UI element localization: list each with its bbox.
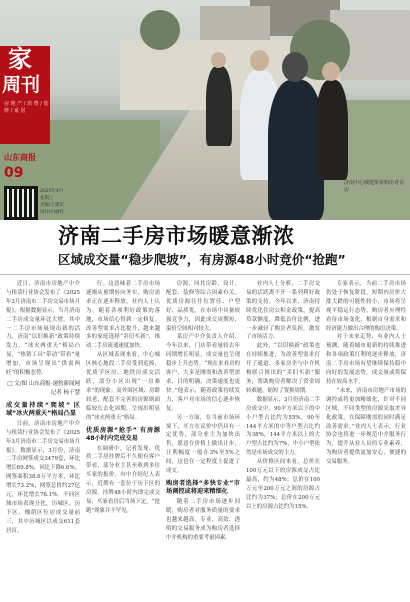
issue-meta [40, 188, 64, 216]
meta-line: 责编/王建军 [40, 203, 65, 208]
photo-person-head [250, 50, 269, 71]
paragraph: 从区域表现来看，中心城区核心地段二手房受到追捧，优质学区房、地铁房成交活跃，部分小区出现“一房难求”的现象；而外围区域、房龄较老、配套不完善的房源则面临较长去化周期，呈现出明显的“冰火两重天”格局。 [86, 352, 160, 421]
section-title: 周刊 [2, 74, 41, 96]
article-column-4 [246, 280, 320, 512]
paragraph: 从价格区间来看，总价在100万元以下的房源成交占比最高，约为48%；总价在100万元至200万元之间的房源占比约为37%；总价在200万元以上的房源占比约为15%。 [246, 459, 320, 510]
photo-caption: 济南中心城建带看购房者看房 [344, 180, 405, 193]
section-heading: 购房者选择“多快专业”市场调控或将迎来精细化 [166, 479, 240, 495]
paragraph: 另一方面，在当前市场环境下，买方在议价中仍具有一定优势，部分业主为加快出售，愿意在价格上做出让步，让利幅度一般在3%至5%之间，这也在一定程度上促进了成交。 [166, 414, 240, 475]
cover-photo [0, 0, 410, 220]
section-heading: 成交量持续“爬坡” 区域“冰火两重天”格局凸显 [6, 401, 80, 417]
photo-person-head [211, 52, 226, 68]
article-column-5 [326, 280, 406, 467]
paragraph: 专家表示，当前二手房市场仍处于恢复阶段，短期内房价大涨大跌的可能性较小，市场将呈现平稳运行态势。购房者应理性看待市场变化，根据自身需求和经济能力做出合理的购房决策。 [326, 281, 406, 332]
section-tag [0, 46, 50, 144]
paragraph: 此外，“以旧换新”政策也在持续推进，为改善型需求打开了通道。多家房企与中介机构联合推出的“卖旧买新”服务，帮助购房者解决了资金周转难题，缩短了置换周期。 [246, 343, 320, 394]
paragraph: 数据显示，3月份济南二手房成交中，90平方米以下的中小户型占比约为55%，90至144平方米的中等户型占比约为38%，144平方米以上的大户型占比约为7%，中小户型依然是市场成交的主力。 [246, 396, 320, 457]
paragraph: 对于未来走势，有业内人士预测，随着城市更新的持续推进和各项政策红利的逐步释放，济南二手房市场有望继续保持稳中向好的发展态势，成交量或将保持在较高水平。 [326, 334, 406, 385]
meta-line: 2025年4月 [40, 189, 64, 194]
article-column-3 [166, 280, 240, 542]
meta-line: 星期三 [40, 196, 54, 201]
paragraph: 近日，济南市房地产中介与租赁行业协会发布了《2025年3月济南市二手房交易市场月报》，根据数据显示，当月济南二手房成交量环比大增，其中一二手房市场展现出新的活力，济南“以旧换新”政策持续发力，“冰火两重天”格局凸显，“热销工具”带动“带看”量增加，市场呈现出“供需两旺”的积极态势。 [6, 281, 80, 377]
headline: 济南二手房市场暖意渐浓 [58, 224, 295, 248]
article-column-2 [86, 280, 160, 516]
photo-person [316, 80, 348, 180]
paragraph: 日前，济南市房地产中介与租赁行业协会发布了《2025年3月济南市二手房交易市场月报》。数据显示，3月份，济南二手房网签成交3479套，环比增长69.8%，同比下降6.6%；网签面积38.6万平方米，环比增长73.2%；网签总价约27亿元，环比增长76.1%。不同区域市场表现分化，历城区、历下区、槐荫区位居成交量前三，其中历城区以成交611套居首。 [6, 420, 80, 534]
paragraph: 某房产中介负责人介绍，今年以来，门店带看量较去年同期增长明显，成交量也呈现稳步上升态势。“现在来看房的客户，大多是刚需和改善型需求，目的明确，决策速度也更快。”他表示，随着政策持续发力，客户对市场的信心逐步恢复。 [166, 334, 240, 412]
section-sub: 房 地 产 / 消 费 / 装 修 / 家 居 [4, 101, 49, 114]
section-char: 家 [8, 45, 32, 73]
photo-person [206, 66, 232, 146]
byline: □ 文/图 山东商报·速豹新闻网记者 杨千慧 [7, 380, 80, 396]
photo-tree [140, 10, 180, 50]
meta-line: 设计/白丽红 [40, 210, 65, 215]
brand-name: 山东商报 [4, 153, 36, 162]
issue-number: 09 [4, 165, 24, 181]
paragraph: 在调研中，记者发现，优质二手房挂牌后不久便有客户带看，部分业主甚至收到多位买家的报价。有中介经纪人表示，近期有一套位于历下区的房源，挂牌48小时内即完成交易，买家看房后当场下定，“抢跑”现象并不罕见。 [86, 445, 160, 514]
paragraph: “未来，济南市房地产市场的调控或将更加精细化，针对不同区域、不同类型的房源采取差异化政策，在保障刚需的同时满足改善需求。”业内人士表示，行业协会也将进一步规范中介服务行为，提升从业人员的专业素养，为购房者提供更加安心、便捷的交易服务。 [326, 387, 406, 466]
divider [0, 274, 410, 275]
paragraph: 行。这意味着二手房市场逐渐从预期转向务实，购房需求正在逐步释放。业内人士认为，随着各项利好政策的落地，市场信心得到一定修复。改善型需求占比提升，越来越多的家庭选择“卖旧买新”，推动二手房流通速度加快。 [86, 281, 160, 350]
paragraph: 业内人士分析，二手房交易的活跃离不开一系列利好政策的支持。今年以来，济南持续优化住房公积金政策，提高贷款额度，降低首付比例，进一步减轻了购房者负担，激发了市场活力。 [246, 281, 320, 341]
qr-code-icon [4, 186, 38, 220]
section-heading: 优质房源“抢手” 有房源48小时内完成交易 [86, 426, 160, 442]
subheadline: 区域成交量“稳步爬坡”，有房源48小时竞价“抢跑” [58, 252, 346, 267]
article-column-1 [6, 280, 80, 536]
photo-person-head [282, 52, 308, 82]
paragraph: 随着二手房市场逐步回暖，购房者对服务质量的要求也越来越高。专业、高效、透明的交易服务成为购房者选择中介机构的重要考量因素。 [166, 498, 240, 541]
paragraph: 房源，同其房龄、设计、配套、装修等综合因素有关。优质房源往往位置佳、户型好、品质优，在市场中具备较强竞争力，因此成交周期短，溢价空间相对较大。 [166, 281, 240, 332]
photo-person-head [322, 62, 340, 81]
